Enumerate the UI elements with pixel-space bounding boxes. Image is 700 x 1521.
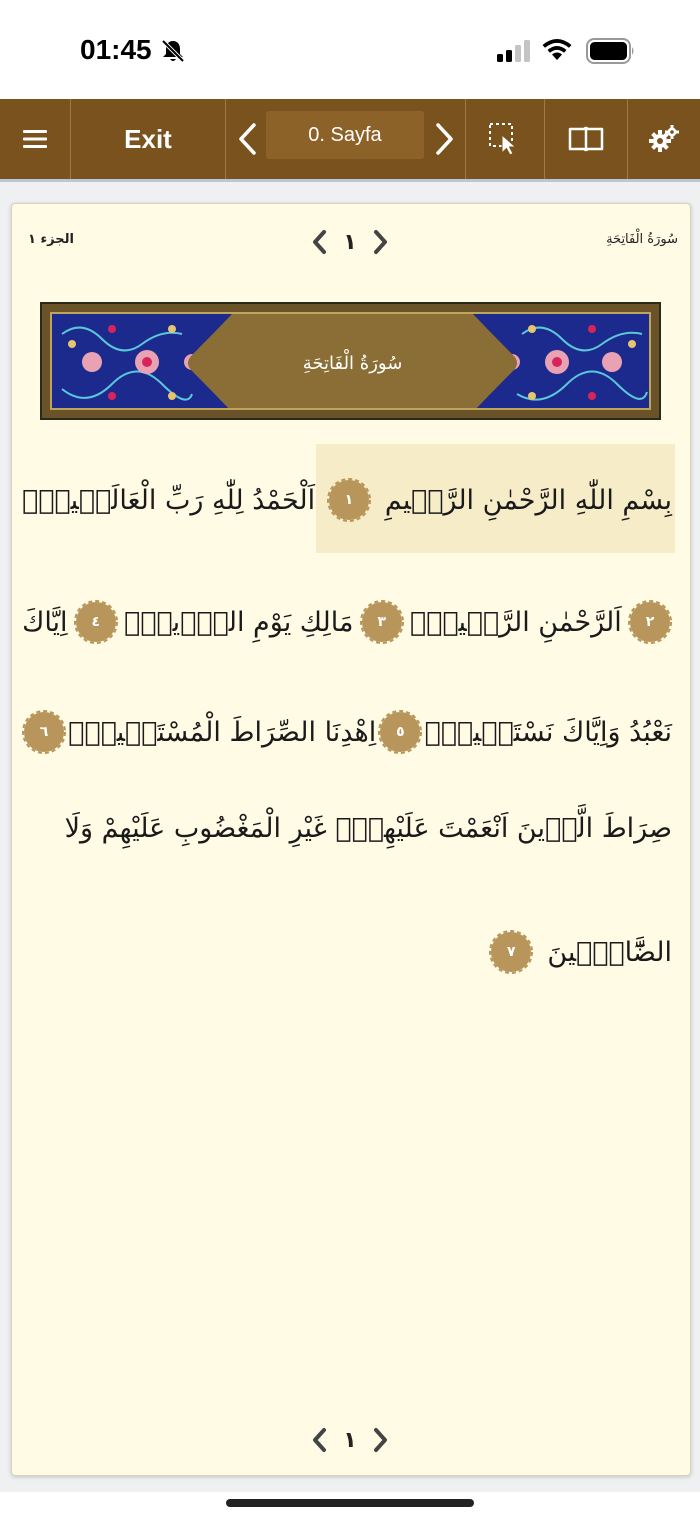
menu-button[interactable]	[0, 99, 70, 179]
ayah-number-medallion[interactable]	[628, 600, 672, 644]
verse-2-start[interactable]	[22, 485, 315, 516]
verse-line	[22, 460, 672, 540]
top-toolbar	[0, 99, 700, 179]
chevron-left-icon	[237, 122, 257, 156]
ayah-number-medallion[interactable]	[378, 710, 422, 754]
settings-button[interactable]	[628, 99, 700, 179]
verse-line	[22, 582, 672, 662]
page-number: ١	[343, 229, 357, 255]
book-view-button[interactable]	[545, 99, 627, 179]
verse-text[interactable]: اِهْدِنَا الصِّرَاطَ الْمُسْتَق۪يمَۙ	[68, 716, 377, 748]
select-area-button[interactable]	[466, 99, 544, 179]
toolbar-divider	[225, 99, 226, 179]
status-bar	[0, 0, 700, 99]
settings-gears-icon	[649, 125, 679, 153]
ayah-number: ٦	[39, 724, 49, 740]
banner-title: سُورَةُ الْفَاتِحَةِ	[302, 352, 403, 374]
chevron-right-icon[interactable]	[372, 1427, 390, 1453]
next-page-button[interactable]	[425, 99, 465, 179]
verse-text[interactable]: مَالِكِ يَوْمِ الدّ۪ينِۜ	[124, 606, 354, 638]
wifi-icon	[541, 38, 573, 62]
page-selector[interactable]: 0. Sayfa	[266, 111, 424, 159]
ayah-number: ٣	[377, 614, 386, 630]
verse-1[interactable]	[327, 478, 672, 522]
verse-text[interactable]: اَلرَّحْمٰنِ الرَّح۪يمِۙ	[409, 606, 622, 638]
ayah-number: ٢	[645, 614, 655, 630]
verse-text[interactable]: اِيَّاكَ	[22, 606, 68, 638]
chevron-left-icon[interactable]	[310, 229, 328, 255]
status-time: 01:45	[80, 34, 152, 65]
battery-icon	[586, 38, 636, 64]
ayah-number: ٥	[396, 724, 405, 740]
surah-header: سُورَةُ الْفَاتِحَةِ	[606, 232, 678, 247]
ayah-number: ١	[344, 492, 354, 508]
page-navigator-bottom	[310, 1422, 390, 1458]
verse-text[interactable]: صِرَاطَ الَّذ۪ينَ اَنْعَمْتَ عَلَيْهِمْۙ غَيْرِ الْمَغْضُوبِ عَلَيْهِمْ وَلَا	[64, 812, 672, 844]
verse-7-end[interactable]	[489, 930, 672, 974]
home-indicator	[226, 1499, 474, 1507]
chevron-right-icon[interactable]	[372, 229, 390, 255]
ayah-number-medallion[interactable]	[74, 600, 118, 644]
surah-banner	[40, 302, 661, 420]
select-area-icon	[488, 122, 522, 156]
verse-text: بِسْمِ اللّٰهِ الرَّحْمٰنِ الرَّح۪يمِ	[384, 484, 672, 516]
ayah-number-medallion[interactable]	[360, 600, 404, 644]
verse-text: الضَّٓالّ۪ينَ	[547, 936, 672, 968]
ayah-number: ٤	[91, 614, 101, 630]
bell-slash-icon	[160, 38, 186, 64]
verse-text: اَلْحَمْدُ لِلّٰهِ رَبِّ الْعَالَم۪ينَۙ	[22, 484, 316, 516]
page-navigator-top	[310, 224, 390, 260]
juz-label: الجزء ١	[28, 232, 74, 247]
signal-icon	[497, 40, 531, 62]
ayah-number-medallion[interactable]	[327, 478, 371, 522]
verse-line	[22, 788, 672, 868]
chevron-left-icon[interactable]	[310, 1427, 328, 1453]
exit-button[interactable]: Exit	[124, 123, 172, 154]
verse-text[interactable]: نَعْبُدُ وَاِيَّاكَ نَسْتَع۪ينُۜ	[424, 716, 672, 748]
previous-page-button[interactable]	[228, 99, 266, 179]
ayah-number-medallion[interactable]	[489, 930, 533, 974]
chevron-right-icon	[435, 122, 455, 156]
hamburger-menu-icon	[23, 129, 47, 149]
ayah-number: ٧	[507, 944, 516, 960]
open-book-icon	[568, 125, 604, 153]
verse-line	[22, 912, 672, 992]
page-number: ١	[343, 1427, 357, 1453]
ayah-number-medallion[interactable]	[22, 710, 66, 754]
verse-line	[22, 692, 672, 772]
